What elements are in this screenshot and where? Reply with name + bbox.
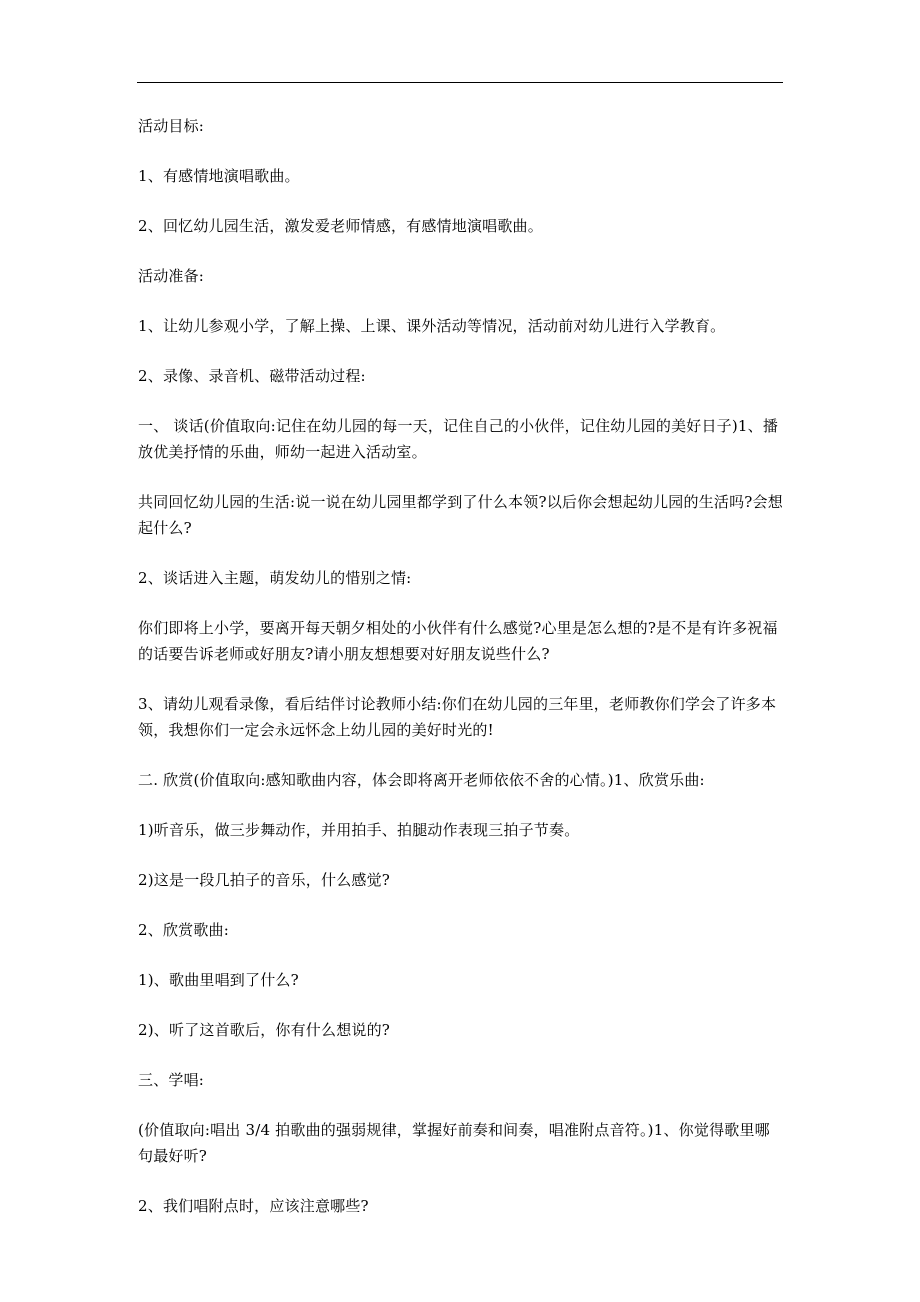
section-2-song-q1: 1)、歌曲里唱到了什么? [138,971,299,989]
document-body [138,113,784,1219]
goal-item-1: 1、有感情地演唱歌曲。 [138,167,300,185]
goal-item-2: 2、回忆幼儿园生活，激发爱老师情感，有感情地演唱歌曲。 [138,217,543,235]
section-1-step-3: 3、请幼儿观看录像，看后结伴讨论教师小结:你们在幼儿园的三年里，老师教你们学会了许多本领，我想你们一定会永远怀念上幼儿园的美好时光的! [138,695,777,739]
section-3-step-2: 2、我们唱附点时，应该注意哪些? [138,1197,369,1215]
section-1-questions: 你们即将上小学，要离开每天朝夕相处的小伙伴有什么感觉?心里是怎么想的?是不是有许多祝福的话要告诉老师或好朋友?请小朋友想想要对好朋友说些什么? [138,619,778,663]
section-2-item-2: 2)这是一段几拍子的音乐，什么感觉? [138,871,391,889]
header-rule [137,82,783,83]
section-2-appreciate: 二. 欣赏(价值取向:感知歌曲内容，体会即将离开老师依依不舍的心情。)1、欣赏乐曲: [138,771,705,789]
heading-activity-preparation: 活动准备: [138,267,205,285]
section-2-item-1: 1)听音乐，做三步舞动作，并用拍手、拍腿动作表现三拍子节奏。 [138,821,580,839]
section-2-song-q2: 2)、听了这首歌后，你有什么想说的? [138,1021,391,1039]
section-2-song-heading: 2、欣赏歌曲: [138,921,229,939]
preparation-item-1: 1、让幼儿参观小学，了解上操、上课、课外活动等情况，活动前对幼儿进行入学教育。 [138,317,726,335]
section-3-learn: 三、学唱: [138,1071,205,1089]
heading-activity-goals: 活动目标: [138,117,205,135]
section-1-talk: 一、 谈话(价值取向:记住在幼儿园的每一天，记住自己的小伙伴，记住幼儿园的美好日子)1、播放优美抒情的乐曲，师幼一起进入活动室。 [138,417,779,461]
section-1-recall: 共同回忆幼儿园的生活:说一说在幼儿园里都学到了什么本领?以后你会想起幼儿园的生活吗?会想起什么? [138,493,783,537]
section-1-step-2: 2、谈话进入主题，萌发幼儿的惜别之情: [138,569,412,587]
preparation-item-2: 2、录像、录音机、磁带活动过程: [138,367,366,385]
section-3-value: (价值取向:唱出 3/4 拍歌曲的强弱规律，掌握好前奏和间奏，唱准附点音符。)1、你觉得歌里哪句最好听? [138,1121,770,1165]
